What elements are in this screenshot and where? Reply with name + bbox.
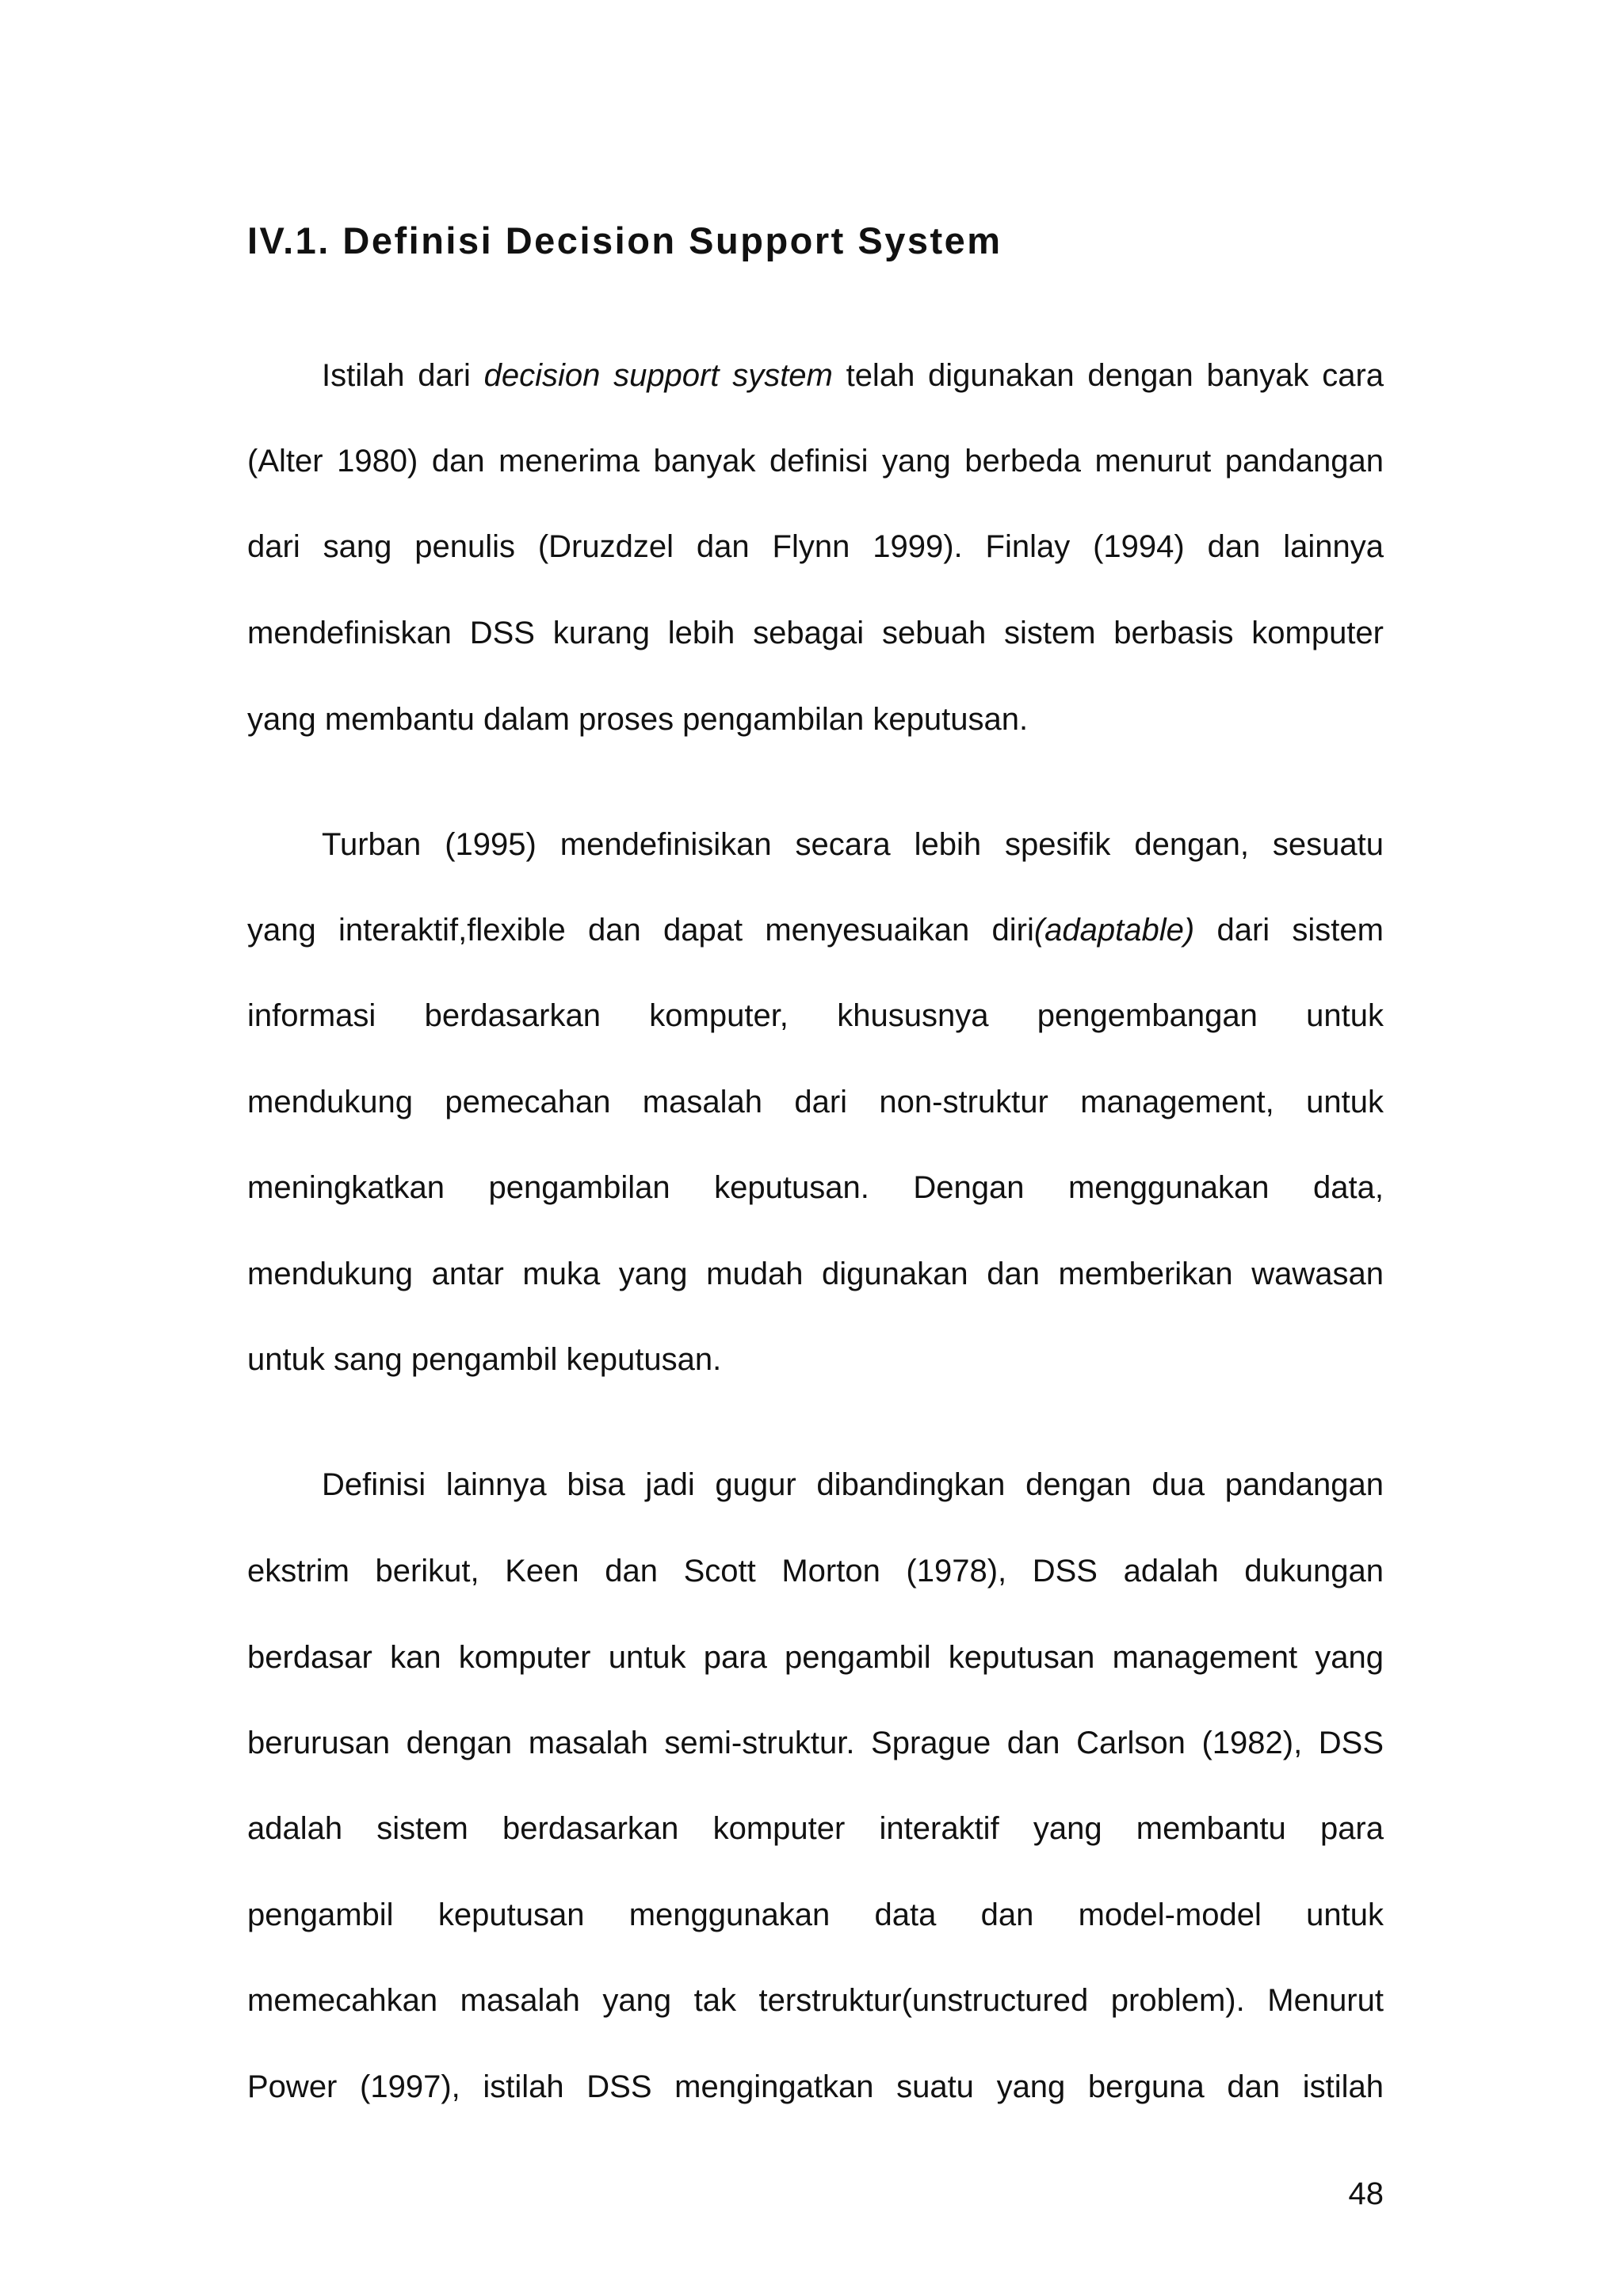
page-number: 48 xyxy=(1348,2176,1384,2211)
italic-term: (adaptable) xyxy=(1033,913,1195,948)
paragraph-2-line-1: Turban (1995) mendefinisikan secara lebih spesifik dengan, sesuatu xyxy=(322,827,1384,862)
paragraph-1-line-3: dari sang penulis (Druzdzel dan Flynn 1999). Finlay (1994) dan lainnya xyxy=(247,529,1384,564)
paragraph-2-line-6: mendukung antar muka yang mudah digunakan dan memberikan wawasan xyxy=(247,1257,1384,1291)
paragraph-3-line-8: Power (1997), istilah DSS mengingatkan suatu yang berguna dan istilah xyxy=(247,2069,1384,2104)
paragraph-1-line-1 xyxy=(322,357,1384,395)
text-run: telah digunakan dengan banyak cara xyxy=(832,358,1384,393)
paragraph-3-line-4: berurusan dengan masalah semi-struktur. Sprague dan Carlson (1982), DSS xyxy=(247,1726,1384,1760)
paragraph-3-line-5: adalah sistem berdasarkan komputer interaktif yang membantu para xyxy=(247,1811,1384,1846)
paragraph-1-line-4: mendefiniskan DSS kurang lebih sebagai sebuah sistem berbasis komputer xyxy=(247,616,1384,650)
paragraph-3-line-1: Definisi lainnya bisa jadi gugur dibandingkan dengan dua pandangan xyxy=(322,1467,1384,1502)
text-run: dari sistem xyxy=(1194,913,1384,948)
paragraph-3-line-2: ekstrim berikut, Keen dan Scott Morton (1978), DSS adalah dukungan xyxy=(247,1554,1384,1589)
text-run: yang interaktif,flexible dan dapat menyesuaikan diri xyxy=(247,913,1034,948)
paragraph-2-line-2 xyxy=(247,911,1384,949)
paragraph-2-line-7: untuk sang pengambil keputusan. xyxy=(247,1342,722,1377)
paragraph-2-line-4: mendukung pemecahan masalah dari non-struktur management, untuk xyxy=(247,1085,1384,1119)
paragraph-2-line-3: informasi berdasarkan komputer, khususnya pengembangan untuk xyxy=(247,998,1384,1033)
text-run: Istilah dari xyxy=(322,358,484,393)
paragraph-3-line-6: pengambil keputusan menggunakan data dan model-model untuk xyxy=(247,1897,1384,1932)
paragraph-3-line-3: berdasar kan komputer untuk para pengambil keputusan management yang xyxy=(247,1640,1384,1675)
paragraph-3-line-7: memecahkan masalah yang tak terstruktur(unstructured problem). Menurut xyxy=(247,1983,1384,2018)
paragraph-1-line-5: yang membantu dalam proses pengambilan keputusan. xyxy=(247,702,1029,737)
paragraph-1-line-2: (Alter 1980) dan menerima banyak definisi yang berbeda menurut pandangan xyxy=(247,444,1384,479)
paragraph-2-line-5: meningkatkan pengambilan keputusan. Dengan menggunakan data, xyxy=(247,1170,1384,1205)
section-heading: IV.1. Definisi Decision Support System xyxy=(247,219,1002,261)
italic-term: decision support system xyxy=(483,358,833,393)
